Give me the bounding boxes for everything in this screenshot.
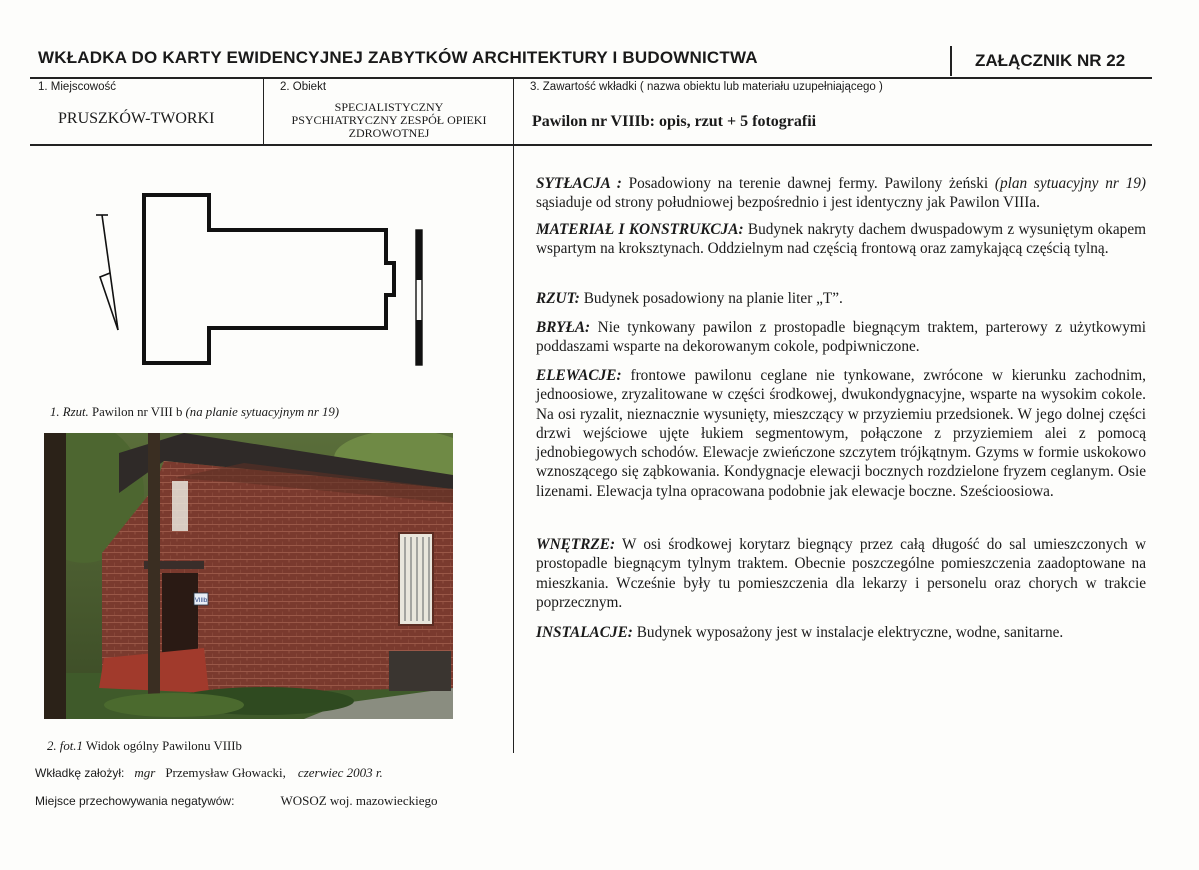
sytuacja-heading: SYTŁACJA : [536,175,622,192]
scale-bar [416,230,422,365]
storage-value: WOSOZ woj. mazowieckiego [280,793,438,808]
elewacje-heading: ELEWACJE: [536,367,622,384]
sytuacja-reference: (plan sytuacyjny nr 19) [994,175,1147,192]
material-heading: MATERIAŁ I KONSTRUKCJA: [536,221,744,238]
plan-caption-reference: (na planie sytuacyjnym nr 19) [185,405,340,419]
author-name: Przemysław Głowacki, [165,765,286,780]
storage-row [35,792,437,810]
plan-caption-number: 1. Rzut. [50,405,89,419]
instalacje-text: Budynek wyposażony jest w instalacje elektryczne, wodne, sanitarne. [632,624,1064,641]
header-rule [30,77,1152,79]
section-sytuacja [536,174,1146,213]
sytuacja-text-2: sąsiaduje od strony południowej bezpośrednio i jest identyczny jak Pawilon VIIIa. [536,194,1040,212]
field-row-rule [30,144,1152,146]
bryla-heading: BRYŁA: [536,319,591,336]
content-value: Pawilon nr VIIIb: opis, rzut + 5 fotografii [532,113,817,130]
field-divider-2 [513,78,514,753]
town-value: PRUSZKÓW-TWORKI [58,110,215,127]
floor-plan-drawing [90,185,435,375]
object-value-line-3: ZDROWOTNEJ [348,126,430,140]
header-divider [950,46,952,76]
section-bryla [536,318,1146,357]
plan-caption [50,405,339,420]
card-title: WKŁADKA DO KARTY EWIDENCYJNEJ ZABYTKÓW ARCHITEKTURY I BUDOWNICTWA [38,48,758,67]
sytuacja-text-1: Posadowiony na terenie dawnej fermy. Pawilony żeński [621,175,995,192]
author-row [35,764,383,782]
town-label: 1. Miejscowość [38,81,116,93]
plan-caption-text: Pawilon nr VIII b [88,405,186,419]
rzut-heading: RZUT: [536,290,580,307]
object-value [264,101,514,145]
rzut-text: Budynek posadowiony na planie liter „T”. [579,290,843,307]
author-label: Wkładkę założył: [35,766,125,780]
object-label: 2. Obiekt [280,81,327,93]
elewacje-text: frontowe pawilonu ceglane nie tynkowane, zwrócone w kierunku zachodnim, jednoosiowe, zryzalitowane w części środkowej, dwukondygnacyjne, wsparte na wysokim cokole. Na osi ryzalit, nieznacznie wysunięty, mieszczący w przyziemiu przedsionek. W jego dolnej części drzwi wejściowe ujęte łukiem segmentowym, połączone z przyziemiem alei z pomocą jednobiegowych schodów. Elewacje zwieńczone szczytem trójkątnym. Gzyms w formie uskokowo wznoszącego się ząbkowania. Kondygnacje elewacji bocznych rozdzielone fryzem ceglanym. Osie lizenami. Elewacja tylna opracowana podobnie jak elewacje boczne. Sześcioosiowa. [536,367,1146,500]
bryla-text: Nie tynkowany pawilon z prostopadle biegnącym traktem, parterowy z użytkowymi poddaszami wsparte na dekorowanym cokole, podpiwniczone. [536,319,1146,356]
material-text: Budynek nakryty dachem dwuspadowym z wysuniętym okapem wspartym na kroksztynach. Oddzielnym nad częścią frontową oraz zamykającą częścią tylną. [536,221,1147,258]
wnetrze-text: W osi środkowej korytarz biegnący przez całą długość do sal umieszczonych w prostopadle biegnącym tylnym traktem. Obecnie poszczególne pomieszczenia zaadoptowane na mieszkania. Wcześnie były tu pomieszczenia dla lekarzy i personelu oraz chorych w trakcie poprzecznym. [536,536,1146,611]
section-material [536,220,1146,259]
wnetrze-heading: WNĘTRZE: [536,536,616,553]
photo-caption [47,739,242,754]
author-date: czerwiec 2003 r. [297,765,383,780]
section-rzut [536,289,1146,308]
photo-caption-text: Widok ogólny Pawilonu VIIIb [82,739,242,753]
photo-caption-number: 2. fot.1 [47,739,83,753]
object-value-line-2: PSYCHIATRYCZNY ZESPÓŁ OPIEKI [291,113,487,127]
pavilion-photo [44,433,453,719]
door-sign-text: VIIIb [194,598,208,604]
annex-number: ZAŁĄCZNIK NR 22 [975,51,1126,70]
instalacje-heading: INSTALACJE: [536,624,633,641]
storage-label: Miejsce przechowywania negatywów: [35,794,235,808]
section-instalacje [536,623,1146,642]
north-arrow [96,215,118,330]
t-shaped-plan-outline [144,195,394,363]
section-wnetrze [536,535,1146,612]
author-title: mgr [134,765,156,780]
object-value-line-1: SPECJALISTYCZNY [334,101,444,114]
section-elewacje [536,366,1146,501]
content-label: 3. Zawartość wkładki ( nazwa obiektu lub materiału uzupełniającego ) [530,81,883,93]
